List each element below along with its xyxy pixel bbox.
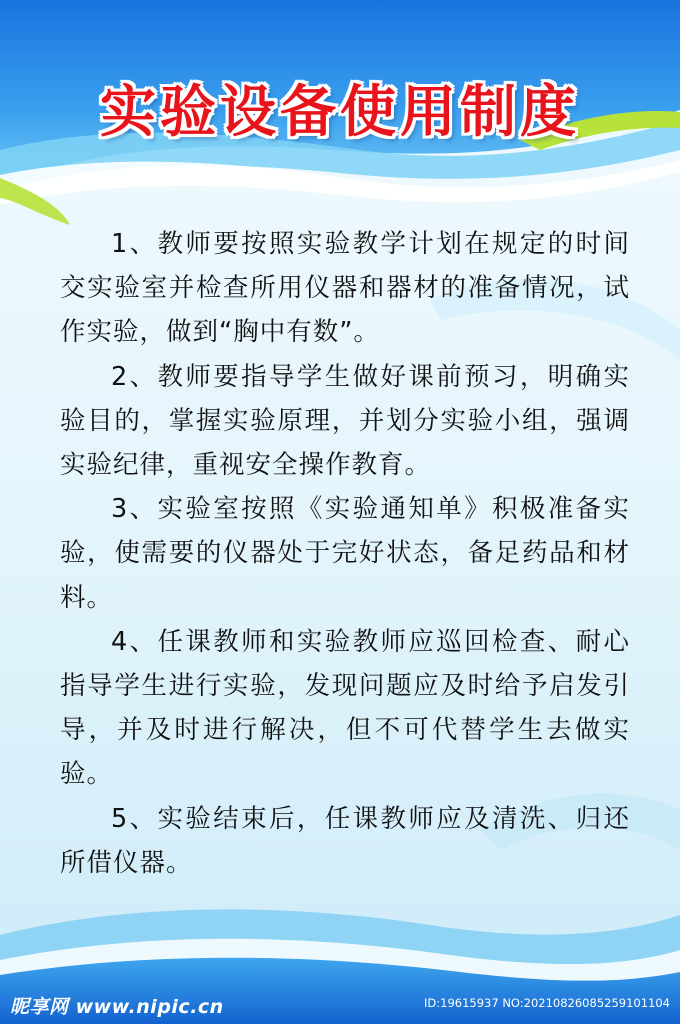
document-title: 实验设备使用制度: [100, 80, 580, 145]
watermark-id: ID:19615937 NO:20210826085259101104: [424, 996, 670, 1010]
watermark-logo: 昵享网 www.nipic.cn: [10, 996, 224, 1018]
regulation-item-2: 2、教师要指导学生做好课前预习，明确实验目的，掌握实验原理，并划分实验小组，强调实验纪律，重视安全操作教育。: [60, 361, 630, 481]
regulation-item-1: 1、教师要按照实验教学计划在规定的时间交实验室并检查所用仪器和器材的准备情况，试作实验，做到“胸中有数”。: [60, 229, 630, 348]
regulation-item-5: 5、实验结束后，任课教师应及清洗、归还所借仪器。: [60, 803, 630, 878]
regulation-item-3: 3、实验室按照《实验通知单》积极准备实验，使需要的仪器处于完好状态，备足药品和材料。: [60, 494, 630, 613]
regulation-body: [60, 222, 630, 885]
regulation-item-4: 4、任课教师和实验教师应巡回检查、耐心指导学生进行实验，发现问题应及时给予启发引导，并及时进行解决，但不可代替学生去做实验。: [60, 626, 630, 790]
